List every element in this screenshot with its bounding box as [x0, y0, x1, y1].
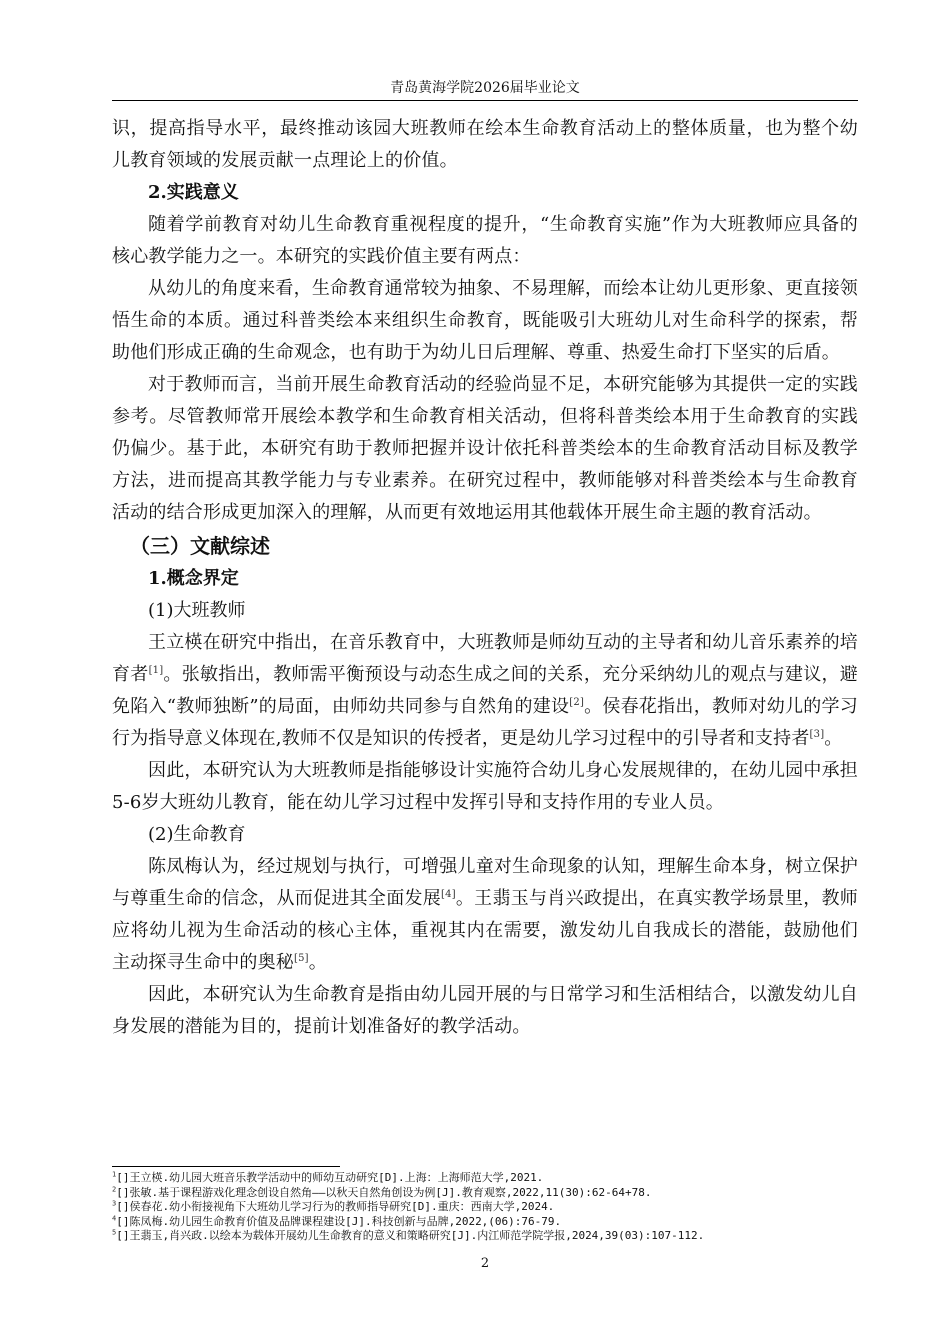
footnote-mark: 2 — [112, 1184, 117, 1193]
text-segment: 陈凤梅认为，经过规划与执行，可增强儿童对生命现象的认知，理解生命本身，树立保护与尊重生命的信念，从而促进其全面发展 — [112, 856, 858, 909]
footnote-4 — [112, 1215, 858, 1230]
paragraph-life-education-definition: 因此，本研究认为生命教育是指由幼儿园开展的与日常学习和生活相结合，以激发幼儿自身发展的潜能为目的，提前计划准备好的教学活动。 — [112, 984, 858, 1037]
header-rule — [112, 100, 858, 101]
footnote-5 — [112, 1229, 858, 1244]
paragraph-practice-intro: 随着学前教育对幼儿生命教育重视程度的提升，“生命教育实施”作为大班教师应具备的核心教学能力之一。本研究的实践价值主要有两点： — [112, 214, 858, 267]
footnotes — [112, 1171, 858, 1244]
footnote-mark: 4 — [112, 1213, 117, 1222]
footnote-text: []张敏.基于课程游戏化理念创设自然角——以秋天自然角创设为例[J].教育观察,2022,11(30):62-64+78. — [116, 1185, 652, 1199]
paragraph-continued: 识，提高指导水平，最终推动该园大班教师在绘本生命教育活动上的整体质量，也为整个幼儿教育领域的发展贡献一点理论上的价值。 — [112, 118, 858, 171]
paragraph-teacher-perspective: 对于教师而言，当前开展生命教育活动的经验尚显不足，本研究能够为其提供一定的实践参考。尽管教师常开展绘本教学和生命教育相关活动，但将科普类绘本用于生命教育的实践仍偏少。基于此，本研究有助于教师把握并设计依托科普类绘本的生命教育活动目标及教学方法，进而提高其教学能力与专业素养。在研究过程中，教师能够对科普类绘本与生命教育活动的结合形成更加深入的理解，从而更有效地运用其他载体开展生命主题的教育活动。 — [112, 374, 858, 523]
page-body — [112, 113, 858, 1043]
footnote-text: []陈凤梅.幼儿园生命教育价值及品牌课程建设[J].科技创新与品牌,2022,(06):76-79. — [116, 1214, 562, 1228]
text-segment: 王立楧在研究中指出，在音乐教育中，大班教师是师幼互动的主导者和幼儿音乐素养的培育者 — [112, 632, 858, 685]
paragraph-teacher-literature — [112, 627, 858, 755]
citation-2[interactable]: [2] — [569, 697, 585, 708]
footnote-mark: 1 — [112, 1170, 117, 1179]
footnote-text: []王立楧.幼儿园大班音乐教学活动中的师幼互动研究[D].上海：上海师范大学,2021. — [116, 1171, 544, 1184]
subheading-life-education: (2)生命教育 — [148, 824, 246, 845]
citation-3[interactable]: [3] — [809, 729, 825, 740]
footnote-1 — [112, 1171, 858, 1186]
text-segment: 。王翡玉与肖兴政提出，在真实教学场景里，教师应将幼儿视为生命活动的核心主体，重视其内在需要，激发幼儿自我成长的潜能，鼓励他们主动探寻生命中的奥秘 — [112, 888, 858, 973]
footnote-text: []王翡玉,肖兴政.以绘本为载体开展幼儿生命教育的意义和策略研究[J].内江师范学院学报,2024,39(03):107-112. — [116, 1229, 705, 1242]
page-number: 2 — [480, 1256, 490, 1271]
text-segment: 。张敏指出，教师需平衡预设与动态生成之间的关系，充分采纳幼儿的观点与建议，避免陷入“教师独断”的局面，由师幼共同参与自然角的建设 — [112, 664, 858, 717]
citation-4[interactable]: [4] — [441, 889, 456, 900]
text-segment: 。 — [308, 952, 327, 973]
subheading-senior-class-teacher: (1)大班教师 — [148, 600, 246, 621]
footnote-mark: 5 — [112, 1228, 117, 1237]
citation-1[interactable]: [1] — [148, 665, 164, 676]
footnote-separator — [112, 1166, 340, 1167]
paragraph-teacher-definition: 因此，本研究认为大班教师是指能够设计实施符合幼儿身心发展规律的，在幼儿园中承担5-6岁大班幼儿教育，能在幼儿学习过程中发挥引导和支持作用的专业人员。 — [112, 760, 858, 813]
running-header: 青岛黄海学院2026届毕业论文 — [390, 80, 580, 96]
heading-literature-review: （三）文献综述 — [130, 534, 270, 558]
heading-practical-significance: 2.实践意义 — [148, 182, 239, 203]
paragraph-life-education-literature — [112, 851, 858, 979]
footnote-mark: 3 — [112, 1199, 117, 1208]
citation-5[interactable]: [5] — [294, 953, 309, 964]
heading-concept-definition: 1.概念界定 — [148, 568, 239, 589]
footnote-text: []侯春花.幼小衔接视角下大班幼儿学习行为的教师指导研究[D].重庆：西南大学,2024. — [116, 1200, 555, 1213]
text-segment: 。 — [824, 728, 843, 749]
footnote-2 — [112, 1186, 858, 1201]
paragraph-child-perspective: 从幼儿的角度来看，生命教育通常较为抽象、不易理解，而绘本让幼儿更形象、更直接领悟生命的本质。通过科普类绘本来组织生命教育，既能吸引大班幼儿对生命科学的探索，帮助他们形成正确的生命观念，也有助于为幼儿日后理解、尊重、热爱生命打下坚实的后盾。 — [112, 278, 858, 363]
footnote-3 — [112, 1200, 858, 1215]
text-segment: 。侯春花指出，教师对幼儿的学习行为指导意义体现在,教师不仅是知识的传授者，更是幼儿学习过程中的引导者和支持者 — [112, 696, 859, 749]
